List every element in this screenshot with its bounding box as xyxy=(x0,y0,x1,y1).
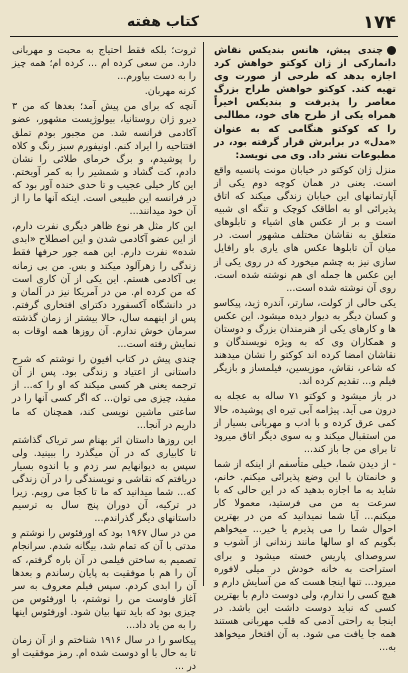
header-rule xyxy=(10,36,398,37)
paragraph: ثروت؛ بلکه فقط احتیاج به محبت و مهربانی دارد. من سعی کرده ام ... کرده ام؛ همه چیز را به دست بیاورم... xyxy=(12,45,196,83)
paragraph: چندی پیش در کتاب افیون را نوشتم که شرح داستانی از اعتیاد و زندگی بود. پس از آن ترجمه یعنی هر کسی میکند که او را که... از مفید، چیزی می توان... که اگر کسی آنها را در ساعتی ماشین نویسی کند، همچنان که ما داریم در آنجا... xyxy=(12,354,196,431)
left-column xyxy=(12,44,196,673)
lead-text: چندی پیش، هانس بندیکس نقاش دانمارکی از ژان کوکتو خواهش کرد اجازه بدهد که طرحی از صورت وی تهیه کند. کوکتو خواهش طراح بزرگ معاصر را پذیرفت و بندیکس اخیراً همراه یکی از طرح های خود، مطالبی را که کوکتو هنگامی که به عنوان «مدل» در برابرش قرار گرفته بود، در مطبوعات نشر داد. وی می نویسد: xyxy=(214,45,396,161)
lead-paragraph xyxy=(214,44,396,162)
paragraph: در باز میشود و کوکتو ۷۱ ساله به عجله به درون می آید. پیژامه آبی تیره ای پوشیده، حالا کمی عرق کرده و با ادب و مهربانی بسیار از من استقبال میکند و به سوی دیگر اتاق میرود تا برای من جا باز کند... xyxy=(214,391,396,455)
page-number: ۱۷۴ xyxy=(363,11,396,33)
paragraph: پیکاسو را در سال ۱۹۱۶ شناختم و از آن زمان تا به حال با او دوست شده ام. رمز موفقیت او در ... xyxy=(12,635,196,673)
running-head: کتاب هفته xyxy=(127,14,200,30)
column-divider xyxy=(203,42,204,586)
paragraph: این کار مثل هر نوع ظاهر دیگری نفرت دارم، از این عضو آکادمی شدن و این اصطلاح «ابدی شده» نفرت دارم. این همه جور حرفها فقط زندگی را زهرآلود میکند و بس. من بی زمانه بی آکادمی هستم. این یکی از آن کاری است که من کرده ام. من در آمریکا نیز در آلمان و در دانشگاه آکسفورد دکترای افتخاری گرفتم. پس از اینهمه سال، حالا بیشتر از زمان گذشته سرمان خوش ندارم. آن روزها همه اوقات به نمایش رفته است... xyxy=(12,221,196,351)
paragraph: - از دیدن شما، خیلی متأسفم از اینکه از شما و خانمتان با این وضع پذیرائی میکنم. خانم، شاید به ما اجازه بدهید که در این حالی که با سرعت به من می فرستید، معمولا کار میکنم... آیا شما نمیدانید که من در بهترین احوال شما را می پذیرم یا خیر... میخواهم بگویم که او سالها مانند زندانی از آشوب و سروصدای پاریس خسته میشود و برای استراحت به خانه خودش در میلی لافوره میرود... تنها اینجا هست که من آسایش دارم و هیچ کسی را ندارم، ولی دوست دارم با بهترین کسی که نباید دوست داشت این باشد. در اینجا به راحتی آدمی که قلب مهربانی هستند همه جا یافت می شود. به آن افتخار میخواهد به... xyxy=(214,458,396,654)
paragraph: منزل ژان کوکتو در خیابان مونت پانسیه واقع است. یعنی در همان کوچه دوم یکی از آپارتمانهای این خیابان زندگی میکند که اتاق پذیرائی او به اطاقک کوچک و تنگه ای شبیه است و بر از عکس های اشیاء و تابلوهای متعلق به نقاشان مختلف مشهور است. در میان آن تابلوها عکس های یاری باو رافایل سازی نیز به چشم میخورد که در روی یکی از این عکس ها جمله ای هم نوشته شده است. روی آن نوشته شده است... xyxy=(214,164,396,294)
right-column xyxy=(214,44,396,654)
paragraph: یکی حالی از کولت، سارتر، آندره ژید، پیکاسو و کسان دیگر به دیوار دیده میشود. این عکس ها و کارهای یکی از هنرمندان بزرگ و دوستان و همکاران وی که به ویژه نویسندگان و نقاشان امضا کرده اند کوکتو را نشان میدهند که شاعر، نقاش، موزیسین، فیلمساز و بازیگر فیلم و... تقدیم کرده اند. xyxy=(214,297,396,388)
page-header xyxy=(12,8,396,36)
bullet-icon xyxy=(387,46,396,55)
paragraph: کرنه مهربان. xyxy=(144,86,196,98)
paragraph: من در سال ۱۹۶۷ بود که اورفئوس را نوشتم و مدتی با آن که تمام شد، بیگانه شدم. سرانجام تصمیم به ساختن فیلمی در آن باره گرفتم، که آن را هم با موفقیت به پایان رساندم و بعدها آن را ابدی کردم. سپس فیلم معروف به سر آغاز فاوست من را نوشتم، با اورفئوس من چیزی بود که باید تنها بیان شود. اورفئوس اینها را به من یاد داد... xyxy=(12,528,196,632)
paragraph: آنچه که برای من پیش آمد؛ بعدها که من ۳ دیرو ژان روستانیا، بیولوژیست مشهور، عضو آکادمی فرانسه شد. من مجبور بودم تملق افتتاحیه را ایراد کنم. اونیفورم سبز رنگ و کلاه را پوشیدم، و برگ خرمای طلائی را نشان دادم، کت گشاد و شمشیر را به کمر آویختم. این کار خیلی عجیب و تا حدی خنده آور بود که در فرانسه این طبیعی است. اینکه آنها ما را از آن خود میدانند... xyxy=(12,101,196,218)
paragraph: این روزها داستان اثر بهنام سر تریاک گذاشتم تا کابیاری که در آن میگذرد را ببینید. ولی سپس به دیوانهایم سر زدم و با اندوه بسیار دریافتم که نقاشی و نویسندگی را در آن زندگی که... شما میدانید که ما تا کجا می رویم. زیرا در ترکیه، آن دوران پنج سال به ترسیم داستانهای دیگر گذراندم... xyxy=(12,434,196,525)
